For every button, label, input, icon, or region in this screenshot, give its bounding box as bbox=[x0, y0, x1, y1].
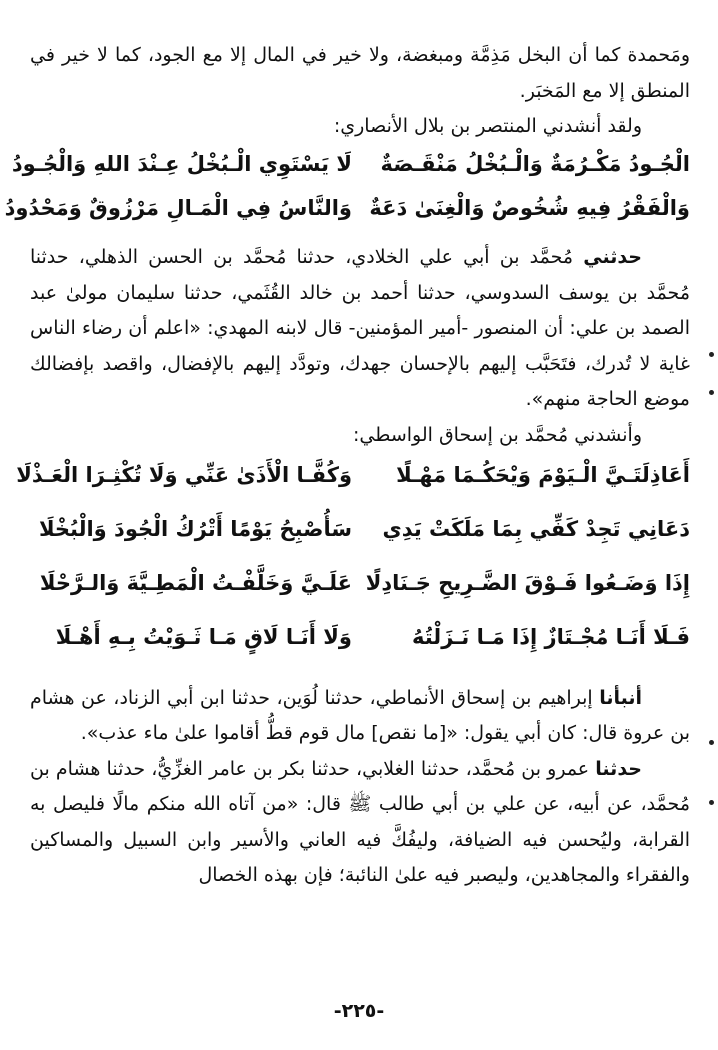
verse-first-hemistich: وَالْفَقْرُ فِيهِ شُخُوصٌ وَالْغِنَىٰ دَعَةٌ bbox=[369, 196, 690, 220]
paragraph-text: عمرو بن مُحمَّد، حدثنا الغلابي، حدثنا بكر بن عامر الغزِّيُّ، حدثنا هشام بن مُحمَّد، عن أبيه، عن علي بن أبي طالب ﷺ قال: «من آتاه الله منكم مالًا فليصل به القرابة، وليُحسن فيه الضيافة، وليفُكَّ فيه العاني والأسير وابن السبيل والمساكين والفقراء والمجاهدين، وليصبر فيه علىٰ النائبة؛ فإن بهذه الخصال bbox=[30, 757, 690, 886]
paragraph-text: إبراهيم بن إسحاق الأنماطي، حدثنا لُوَين، حدثنا ابن أبي الزناد، عن هشام بن عروة قال: كان أبي يقول: «[ما نقص] مال قوم قطُّ أقاموا علىٰ ماء عذب». bbox=[30, 686, 690, 744]
isnad-lead-word: حدثنا bbox=[595, 757, 642, 780]
page-body bbox=[4, 38, 690, 1008]
poem-1-verse bbox=[4, 190, 690, 234]
verse-first-hemistich: أَعَاذِلَتَـيَّ الْـيَوْمَ وَيْحَكُـمَا مَهْـلًا bbox=[396, 462, 690, 487]
verse-second-hemistich: وَالنَّاسُ فِي الْمَـالِ مَرْزُوقٌ وَمَحْدُودُ bbox=[4, 196, 352, 220]
paragraph-ali bbox=[30, 752, 690, 894]
margin-dot bbox=[709, 352, 714, 357]
verse-first-hemistich: دَعَانِي تَجِدْ كَفِّي بِمَا مَلَكَتْ يَدِي bbox=[382, 516, 690, 541]
verse-first-hemistich: الْجُـودُ مَكْـرُمَةٌ وَالْـبُخْلُ مَنْقَـصَةٌ bbox=[380, 152, 690, 176]
poem-2-verse bbox=[30, 565, 690, 619]
poem-2-verse bbox=[30, 511, 690, 565]
poem-1 bbox=[4, 146, 690, 234]
paragraph-mansur bbox=[30, 240, 690, 418]
poem-intro-2: وأنشدني مُحمَّد بن إسحاق الواسطي: bbox=[353, 423, 642, 446]
margin-dot bbox=[709, 800, 714, 805]
isnad-lead-word: أنبأنا bbox=[599, 686, 642, 709]
verse-second-hemistich: سَأُصْبِحُ يَوْمًا أَتْرُكُ الْجُودَ وَالْبُخْلَا bbox=[38, 516, 352, 541]
paragraph-opening: ومَحمدة كما أن البخل مَذِمَّة ومبغضة، ولا خير في المال إلا مع الجود، كما لا خير في المنطق إلا مع المَخبَر. bbox=[30, 44, 690, 102]
poem-2-verse bbox=[30, 619, 690, 673]
paragraph-hisham bbox=[30, 681, 690, 752]
verse-second-hemistich: وَلَا أَنَـا لَاقٍ مَـا ثَـوَيْتُ بِـهِ أَهْـلَا bbox=[55, 624, 352, 649]
verse-second-hemistich: عَلَـيَّ وَخَلَّفْـتُ الْمَطِـيَّةَ وَالـرَّحْلَا bbox=[39, 570, 352, 595]
margin-dot bbox=[709, 740, 714, 745]
verse-second-hemistich: لَا يَسْتَوِي الْـبُخْلُ عِـنْدَ اللهِ وَالْجُـودُ bbox=[11, 152, 352, 176]
poem-2-verse bbox=[16, 457, 690, 511]
page-number: -٢٢٥- bbox=[333, 1000, 385, 1022]
verse-first-hemistich: فَـلَا أَنَـا مُجْـتَازٌ إِذَا مَـا نَـزَلْتُهُ bbox=[412, 624, 690, 649]
poem-1-verse bbox=[11, 146, 690, 190]
margin-dot bbox=[709, 390, 714, 395]
poem-intro-1: ولقد أنشدني المنتصر بن بلال الأنصاري: bbox=[333, 115, 642, 137]
isnad-lead-word: حدثني bbox=[583, 246, 642, 268]
verse-second-hemistich: وَكُفَّـا الْأَذَىٰ عَنِّي وَلَا تُكْثِـرَا الْعَـذْلَا bbox=[16, 462, 352, 487]
verse-first-hemistich: إِذَا وَضَـعُوا فَـوْقَ الضَّـرِيحِ جَـنَادِلًا bbox=[365, 570, 690, 595]
paragraph-text: مُحمَّد بن أبي علي الخلادي، حدثنا مُحمَّد بن الحسن الذهلي، حدثنا مُحمَّد بن يوسف السدوسي، حدثنا أحمد بن خالد القُثَمي، حدثنا سليمان مولىٰ عبد الصمد بن علي: أن المنصور -أمير المؤمنين- قال لابنه المهدي: «اعلم أن رضاء الناس غاية لا تُدرك، فتَحَبَّب إليهم بالإحسان جهدك، وتودَّد إليهم بالإفضال، واقصد بإفضالك موضع الحاجة منهم». bbox=[30, 246, 690, 410]
poem-2 bbox=[16, 457, 690, 673]
